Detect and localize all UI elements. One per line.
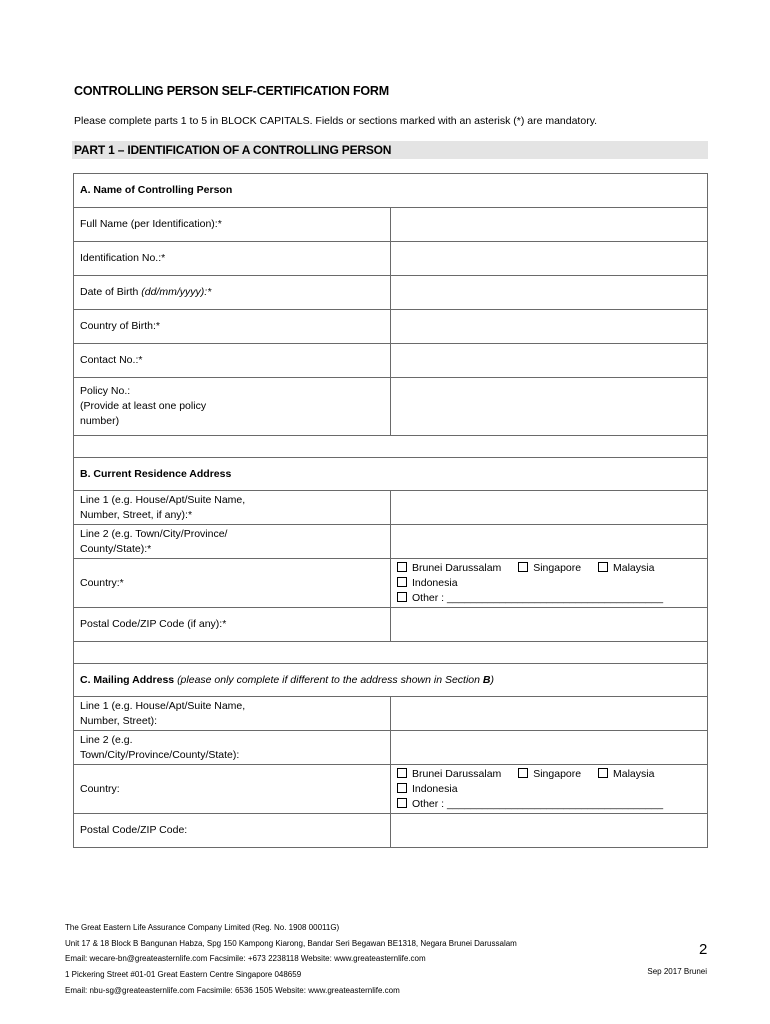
residence-line1-label-a: Line 1 (e.g. House/Apt/Suite Name, <box>80 493 246 506</box>
footer-date: Sep 2017 Brunei <box>647 967 707 976</box>
mailing-line1-label-b: Number, Street): <box>80 714 158 727</box>
residence-line1-label-b: Number, Street, if any):* <box>80 508 193 521</box>
section-c-title <box>74 664 708 697</box>
mailing-line2-label <box>74 731 391 765</box>
policy-no-field[interactable] <box>391 378 708 436</box>
date-of-birth-prefix: Date of Birth <box>80 286 142 298</box>
residence-country-options <box>391 559 708 608</box>
mailing-postal-label: Postal Code/ZIP Code: <box>74 814 391 848</box>
footer <box>65 920 517 999</box>
mailing-line2-label-a: Line 2 (e.g. <box>80 733 133 746</box>
mailing-option-brunei[interactable] <box>397 767 501 782</box>
residence-postal-label: Postal Code/ZIP Code (if any):* <box>74 608 391 642</box>
residence-line2-label-a: Line 2 (e.g. Town/City/Province/ <box>80 527 228 540</box>
date-of-birth-label <box>74 276 391 310</box>
footer-singapore-contact: Email: nbu-sg@greateasternlife.com Facsimile: 6536 1505 Website: www.greateasternlife.com <box>65 985 400 995</box>
mailing-country-label: Country: <box>74 765 391 814</box>
footer-brunei-address: Unit 17 & 18 Block B Bangunan Habza, Spg 150 Kampong Kiarong, Bandar Seri Begawan BE1318, Negara Brunei Darussalam <box>65 938 517 948</box>
checkbox-icon[interactable] <box>598 768 608 778</box>
checkbox-icon[interactable] <box>518 562 528 572</box>
section-c-note-ref: B <box>482 673 491 686</box>
mailing-option-indonesia[interactable] <box>397 782 458 797</box>
mailing-option-singapore[interactable] <box>518 767 581 782</box>
residence-option-malaysia[interactable] <box>598 561 654 576</box>
country-of-birth-field[interactable] <box>391 310 708 344</box>
footer-brunei-contact: Email: wecare-bn@greateasternlife.com Facsimile: +673 2238118 Website: www.greateasternlife.com <box>65 954 426 964</box>
section-a-title: A. Name of Controlling Person <box>74 174 708 208</box>
checkbox-icon[interactable] <box>397 592 407 602</box>
checkbox-icon[interactable] <box>397 562 407 572</box>
checkbox-icon[interactable] <box>598 562 608 572</box>
contact-no-label: Contact No.:* <box>74 344 391 378</box>
spacer-row <box>74 642 708 664</box>
mailing-country-options <box>391 765 708 814</box>
section-c-note-prefix: (please only complete if different to the address shown in Section <box>177 673 483 686</box>
residence-country-label: Country:* <box>74 559 391 608</box>
other-label: Other : _____________________________________ <box>412 797 664 810</box>
identification-no-field[interactable] <box>391 242 708 276</box>
option-label: Indonesia <box>412 782 458 795</box>
option-label: Singapore <box>533 561 582 574</box>
option-label: Malaysia <box>613 767 655 780</box>
mailing-line2-label-b: Town/City/Province/County/State): <box>80 748 240 761</box>
controlling-person-table <box>73 173 708 848</box>
residence-line2-field[interactable] <box>391 525 708 559</box>
policy-no-line3: number) <box>80 415 120 427</box>
residence-line1-label <box>74 491 391 525</box>
section-b-title: B. Current Residence Address <box>74 458 708 491</box>
checkbox-icon[interactable] <box>397 783 407 793</box>
checkbox-icon[interactable] <box>397 798 407 808</box>
full-name-label: Full Name (per Identification):* <box>74 208 391 242</box>
mailing-option-malaysia[interactable] <box>598 767 654 782</box>
identification-no-label: Identification No.:* <box>74 242 391 276</box>
policy-no-label <box>74 378 391 436</box>
residence-option-brunei[interactable] <box>397 561 501 576</box>
residence-option-indonesia[interactable] <box>397 576 458 591</box>
intro-text: Please complete parts 1 to 5 in BLOCK CAPITALS. Fields or sections marked with an asterisk (*) are mandatory. <box>74 115 598 127</box>
option-label: Indonesia <box>412 576 458 589</box>
residence-option-singapore[interactable] <box>518 561 581 576</box>
date-of-birth-format: (dd/mm/yyyy):* <box>141 286 212 298</box>
part1-header: PART 1 – IDENTIFICATION OF A CONTROLLING PERSON <box>72 141 708 159</box>
residence-option-other[interactable] <box>397 591 663 606</box>
date-of-birth-field[interactable] <box>391 276 708 310</box>
mailing-postal-field[interactable] <box>391 814 708 848</box>
option-label: Brunei Darussalam <box>412 767 502 780</box>
option-label: Singapore <box>533 767 582 780</box>
full-name-field[interactable] <box>391 208 708 242</box>
country-of-birth-label: Country of Birth:* <box>74 310 391 344</box>
mailing-option-other[interactable] <box>397 797 663 812</box>
footer-singapore-address: 1 Pickering Street #01-01 Great Eastern Centre Singapore 048659 <box>65 970 302 980</box>
residence-postal-field[interactable] <box>391 608 708 642</box>
residence-line2-label <box>74 525 391 559</box>
mailing-line1-field[interactable] <box>391 697 708 731</box>
option-label: Brunei Darussalam <box>412 561 502 574</box>
checkbox-icon[interactable] <box>397 768 407 778</box>
mailing-line2-field[interactable] <box>391 731 708 765</box>
checkbox-icon[interactable] <box>518 768 528 778</box>
policy-no-line2: (Provide at least one policy <box>80 400 207 412</box>
residence-line2-label-b: County/State):* <box>80 542 152 555</box>
policy-no-line1: Policy No.: <box>80 385 131 397</box>
spacer-row <box>74 436 708 458</box>
section-c-note <box>177 674 494 686</box>
page-number: 2 <box>699 941 708 958</box>
mailing-line1-label-a: Line 1 (e.g. House/Apt/Suite Name, <box>80 699 246 712</box>
mailing-line1-label <box>74 697 391 731</box>
contact-no-field[interactable] <box>391 344 708 378</box>
other-label: Other : _____________________________________ <box>412 591 664 604</box>
checkbox-icon[interactable] <box>397 577 407 587</box>
residence-line1-field[interactable] <box>391 491 708 525</box>
footer-company: The Great Eastern Life Assurance Company Limited (Reg. No. 1908 00011G) <box>65 923 340 932</box>
section-c-note-suffix: ) <box>490 673 494 686</box>
option-label: Malaysia <box>613 561 655 574</box>
form-title: CONTROLLING PERSON SELF-CERTIFICATION FORM <box>74 84 389 98</box>
section-c-title-text: C. Mailing Address <box>80 673 175 686</box>
